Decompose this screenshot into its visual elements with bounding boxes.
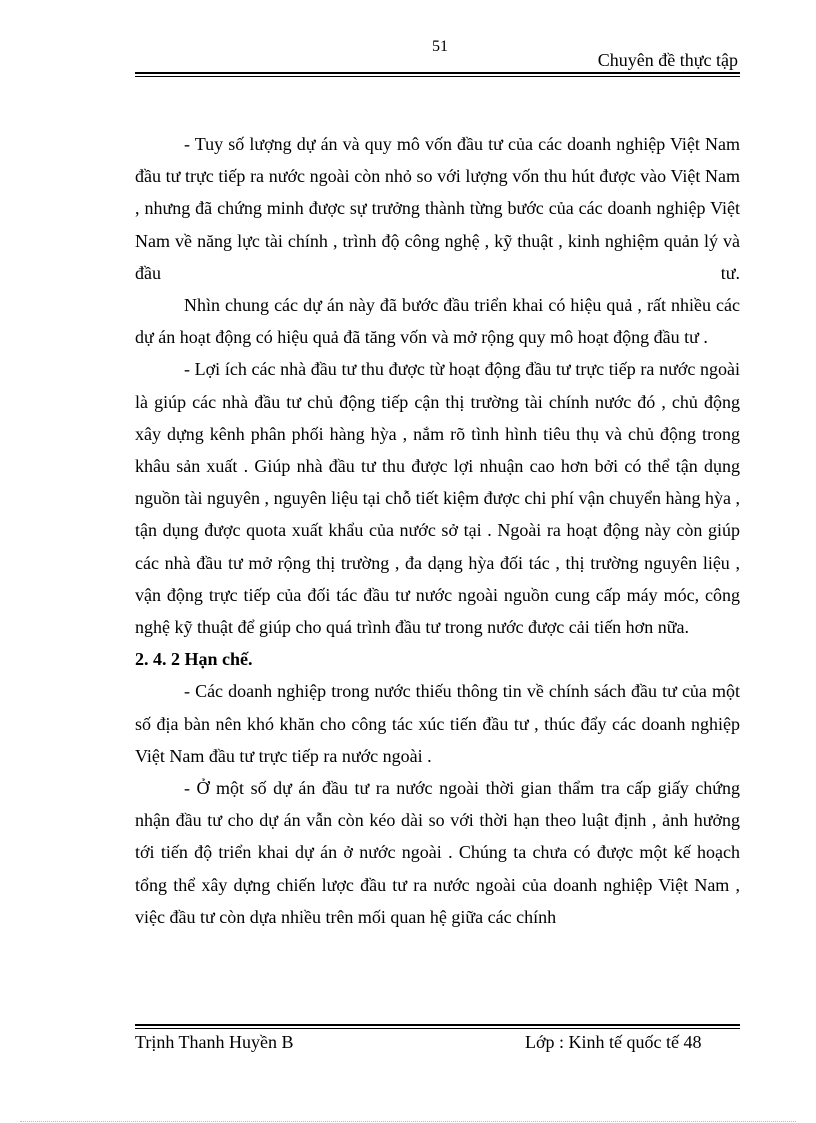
header-rule-thin <box>135 76 740 77</box>
header-title: Chuyên đề thực tập <box>597 50 738 70</box>
footer-author: Trịnh Thanh Huyền B <box>135 1032 294 1052</box>
paragraph-5: - Ở một số dự án đầu tư ra nước ngoài thời gian thẩm tra cấp giấy chứng nhận đầu tư cho dự án vẫn còn kéo dài so với thời hạn theo luật định , ảnh hưởng tới tiến độ triển khai dự án ở nước ngoài . Chúng ta chưa có được một kế hoạch tổng thể xây dựng chiến lược đầu tư ra nước ngoài của doanh nghiệp Việt Nam , việc đầu tư còn dựa nhiều trên mối quan hệ giữa các chính <box>135 778 740 927</box>
footer-rule <box>135 1024 740 1026</box>
footer-rule-thin <box>135 1028 740 1029</box>
paragraph-1: - Tuy số lượng dự án và quy mô vốn đầu tư của các doanh nghiệp Việt Nam đầu tư trực tiếp ra nước ngoài còn nhỏ so với lượng vốn thu hút được vào Việt Nam , nhưng đã chứng minh được sự trưởng thành từng bước của các doanh nghiệp Việt Nam về năng lực tài chính , trình độ công nghệ , kỹ thuật , kinh nghiệm quản lý và đầu tư. <box>135 134 740 283</box>
document-body <box>135 128 740 933</box>
paragraph-4: - Các doanh nghiệp trong nước thiếu thông tin về chính sách đầu tư của một số địa bàn nên khó khăn cho công tác xúc tiến đầu tư , thúc đẩy các doanh nghiệp Việt Nam đầu tư trực tiếp ra nước ngoài . <box>135 681 740 766</box>
page-number: 51 <box>432 38 448 55</box>
footer-class: Lớp : Kinh tế quốc tế 48 <box>525 1032 702 1052</box>
page-edge-divider <box>20 1121 796 1122</box>
paragraph-2: Nhìn chung các dự án này đã bước đầu triển khai có hiệu quả , rất nhiều các dự án hoạt động có hiệu quả đã tăng vốn và mở rộng quy mô hoạt động đầu tư . <box>135 295 740 348</box>
paragraph-3: - Lợi ích các nhà đầu tư thu được từ hoạt động đầu tư trực tiếp ra nước ngoài là giúp các nhà đầu tư chủ động tiếp cận thị trường tài chính nước đó , chủ động xây dựng kênh phân phối hàng hỳa , nắm rõ tình hình tiêu thụ và chủ động trong khâu sản xuất . Giúp nhà đầu tư thu được lợi nhuận cao hơn bởi có thể tận dụng nguồn tài nguyên , nguyên liệu tại chỗ tiết kiệm được chi phí vận chuyển hàng hỳa , tận dụng được quota xuất khẩu của nước sở tại . Ngoài ra hoạt động này còn giúp các nhà đầu tư mở rộng thị trường , đa dạng hỳa đối tác , thị trường nguyên liệu , vận động trực tiếp của đối tác đầu tư nước ngoài nguồn cung cấp máy móc, công nghệ kỹ thuật để giúp cho quá trình đầu tư trong nước được cải tiến hơn nữa. <box>135 359 740 638</box>
header-rule <box>135 72 740 74</box>
section-heading: 2. 4. 2 Hạn chế. <box>135 649 253 670</box>
